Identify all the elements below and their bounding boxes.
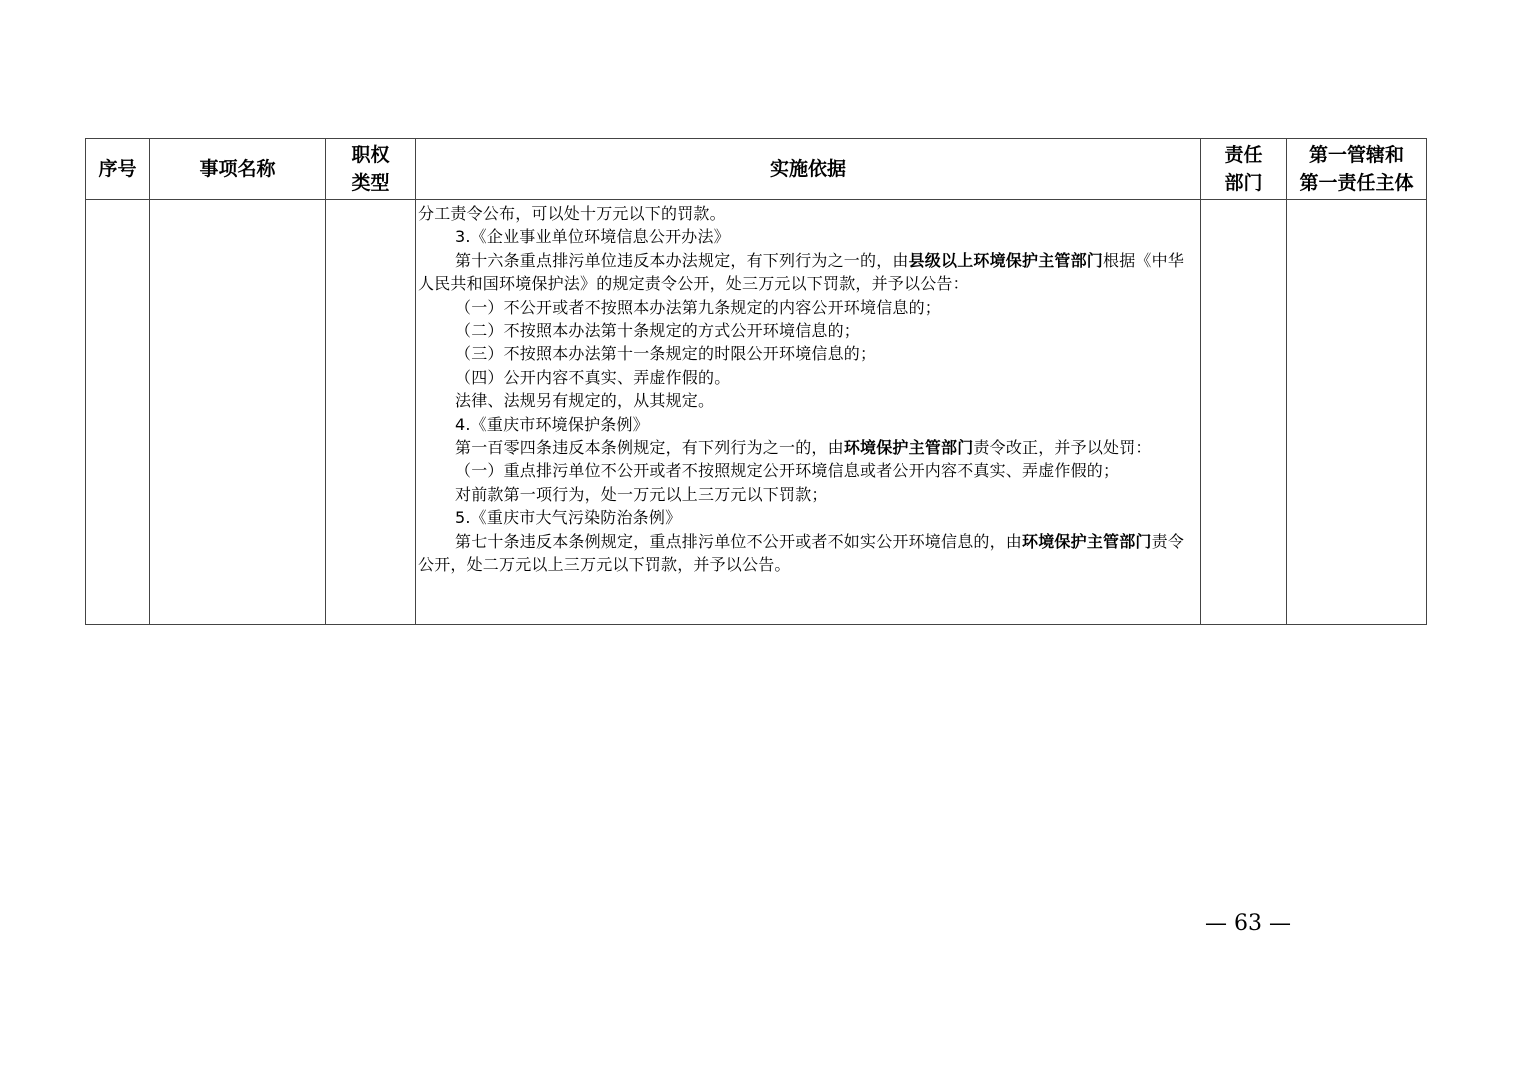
header-seq: 序号: [86, 139, 150, 200]
cell-dept: [1201, 200, 1287, 625]
cell-basis: [416, 200, 1201, 625]
header-power-type-line1: 职权: [351, 144, 390, 166]
cell-subject: [1287, 200, 1427, 625]
basis-item: （一）重点排污单位不公开或者不按照规定公开环境信息或者公开内容不真实、弄虚作假的；: [455, 461, 1120, 481]
header-power-type-line2: 类型: [351, 172, 390, 194]
page-number: — 63 —: [1205, 911, 1291, 936]
basis-text: 责令公开，处二万元以上三万元以下罚款，并予以公告。: [418, 531, 1185, 575]
header-dept-line1: 责任: [1224, 144, 1263, 166]
header-power-type: [326, 139, 416, 200]
basis-law-title: 5.《重庆市大气污染防治条例》: [455, 508, 682, 528]
basis-article: [418, 436, 1196, 459]
basis-item: （二）不按照本办法第十条规定的方式公开环境信息的；: [455, 321, 861, 341]
header-subject-line2: 第一责任主体: [1299, 172, 1414, 194]
table-row: [86, 200, 1427, 625]
cell-seq: [86, 200, 150, 625]
basis-text: 第一百零四条违反本条例规定，有下列行为之一的，由: [455, 438, 844, 458]
basis-law-title: 3.《企业事业单位环境信息公开办法》: [455, 227, 730, 247]
basis-article: [418, 249, 1196, 296]
table-header-row: [86, 139, 1427, 200]
basis-law-title: 4.《重庆市环境保护条例》: [455, 414, 649, 434]
basis-item: （一）不公开或者不按照本办法第九条规定的内容公开环境信息的；: [455, 297, 942, 317]
header-subject: [1287, 139, 1427, 200]
header-subject-line1: 第一管辖和: [1308, 144, 1404, 166]
basis-text: 责令改正，并予以处罚：: [973, 438, 1152, 458]
header-item-name: 事项名称: [150, 139, 326, 200]
basis-item: （三）不按照本办法第十一条规定的时限公开环境信息的；: [455, 344, 877, 364]
basis-text: 根据《中华人民共和国环境保护法》的规定责令公开，处三万元以下罚款，并予以公告：: [418, 250, 1185, 294]
authority-table: [85, 138, 1427, 625]
basis-line: 分工责令公布，可以处十万元以下的罚款。: [418, 204, 726, 223]
basis-line: 对前款第一项行为，处一万元以上三万元以下罚款；: [455, 484, 828, 504]
cell-power-type: [326, 200, 416, 625]
basis-text: 第七十条违反本条例规定，重点排污单位不公开或者不如实公开环境信息的，由: [455, 531, 1023, 551]
basis-line: 法律、法规另有规定的，从其规定。: [455, 391, 715, 411]
basis-article: [418, 530, 1196, 577]
cell-item-name: [150, 200, 326, 625]
basis-bold-text: 环境保护主管部门: [1022, 531, 1152, 551]
basis-bold-text: 环境保护主管部门: [843, 438, 974, 458]
basis-item: （四）公开内容不真实、弄虚作假的。: [455, 367, 731, 387]
header-dept: [1201, 139, 1287, 200]
header-dept-line2: 部门: [1224, 172, 1263, 194]
header-basis: 实施依据: [416, 139, 1201, 200]
basis-text: 第十六条重点排污单位违反本办法规定，有下列行为之一的，由: [455, 250, 909, 270]
basis-bold-text: 县级以上环境保护主管部门: [908, 250, 1104, 270]
